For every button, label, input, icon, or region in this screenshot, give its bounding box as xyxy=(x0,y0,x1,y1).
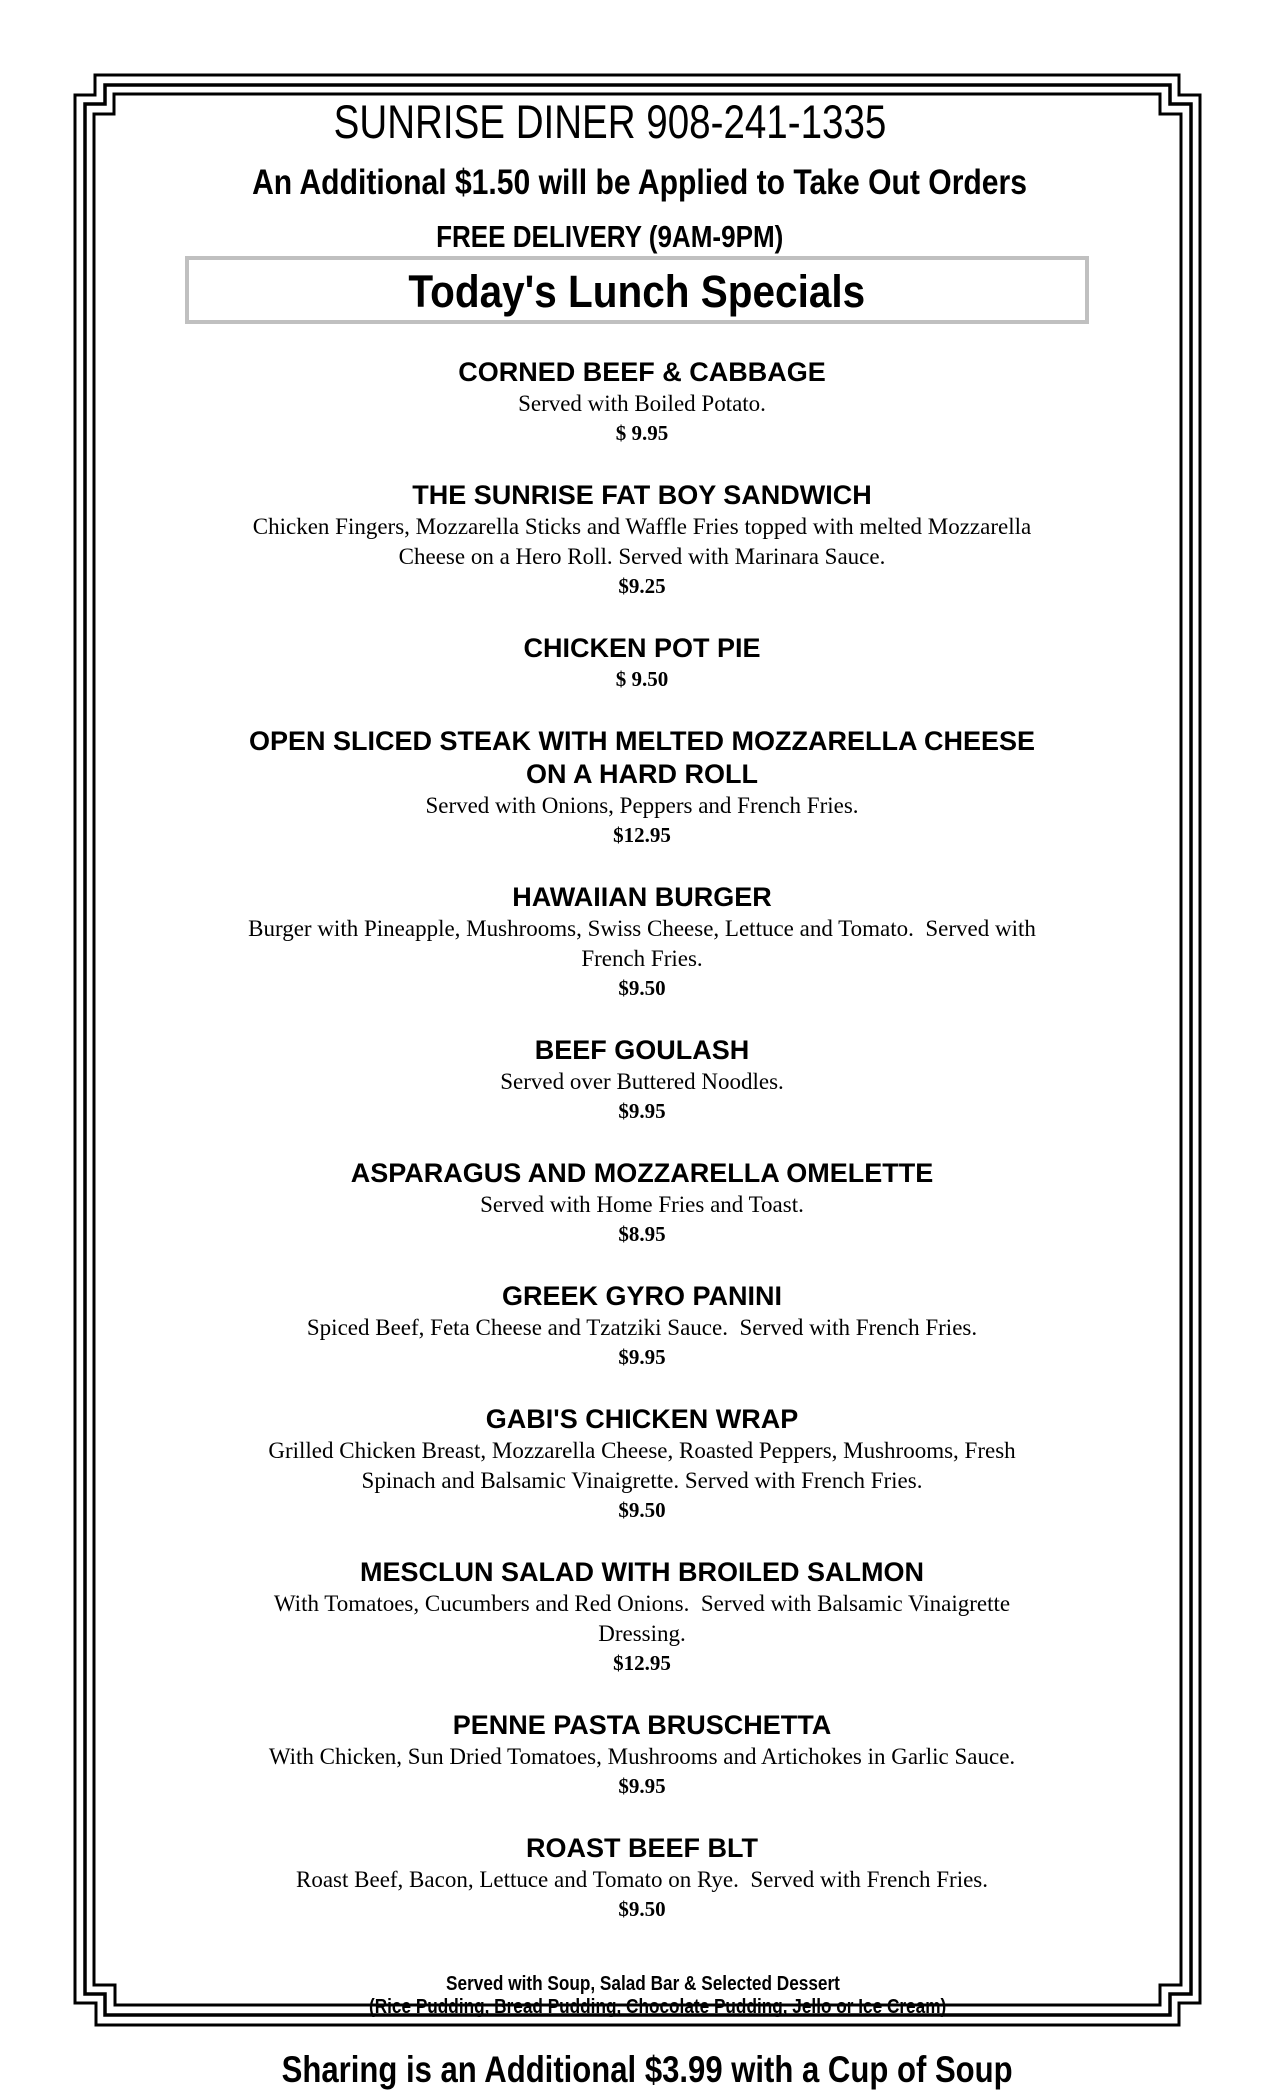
menu-item-name: MESCLUN SALAD WITH BROILED SALMON xyxy=(360,1557,924,1587)
menu-item-description: Spinach and Balsamic Vinaigrette. Served with French Fries. xyxy=(361,1468,923,1493)
menu-item-price: $9.50 xyxy=(618,1897,666,1921)
takeout-notice-text: An Additional $1.50 will be Applied to Take Out Orders xyxy=(252,163,1027,202)
menu-item-description: Roast Beef, Bacon, Lettuce and Tomato on Rye. Served with French Fries. xyxy=(296,1867,988,1892)
menu-item-name: HAWAIIAN BURGER xyxy=(512,882,772,912)
menu-item-description: Served with Boiled Potato. xyxy=(518,391,766,416)
delivery-notice-text: FREE DELIVERY (9AM-9PM) xyxy=(435,219,784,254)
menu-item xyxy=(192,1034,1092,1126)
menu-item-description: French Fries. xyxy=(581,946,703,971)
footer-includes-text: Served with Soup, Salad Bar & Selected Dessert xyxy=(445,1973,840,1995)
footer-dessert-options xyxy=(20,1995,1275,2019)
menu-item-description: With Tomatoes, Cucumbers and Red Onions. Served with Balsamic Vinaigrette xyxy=(273,1591,1011,1616)
menu-item-name: BEEF GOULASH xyxy=(534,1035,750,1065)
menu-item-name: CORNED BEEF & CABBAGE xyxy=(458,357,826,387)
menu-item xyxy=(192,356,1092,448)
menu-item-name: GABI'S CHICKEN WRAP xyxy=(485,1404,799,1434)
sharing-notice xyxy=(10,2048,1275,2092)
menu-item-description: Burger with Pineapple, Mushrooms, Swiss Cheese, Lettuce and Tomato. Served with xyxy=(248,916,1036,941)
specials-heading xyxy=(189,267,1085,317)
footer-dessert-options-text: (Rice Pudding, Bread Pudding, Chocolate Pudding, Jello or Ice Cream) xyxy=(368,1996,947,2018)
menu-item-price: $8.95 xyxy=(618,1222,666,1246)
diner-title xyxy=(0,96,1247,148)
menu-item-price: $9.95 xyxy=(618,1345,666,1369)
menu-item-name: ASPARAGUS AND MOZZARELLA OMELETTE xyxy=(350,1158,934,1188)
menu-item-description: Spiced Beef, Feta Cheese and Tzatziki Sauce. Served with French Fries. xyxy=(306,1315,978,1340)
delivery-notice xyxy=(0,219,1247,255)
menu-list xyxy=(192,356,1092,1955)
menu-item-price: $12.95 xyxy=(613,823,671,847)
menu-item-name: THE SUNRISE FAT BOY SANDWICH xyxy=(412,480,872,510)
menu-item-description: Grilled Chicken Breast, Mozzarella Cheese, Roasted Peppers, Mushrooms, Fresh xyxy=(268,1438,1016,1463)
menu-item-price: $ 9.95 xyxy=(615,421,669,445)
menu-item-price: $9.95 xyxy=(618,1099,666,1123)
diner-title-text: SUNRISE DINER 908-241-1335 xyxy=(333,95,886,148)
menu-item-name: CHICKEN POT PIE xyxy=(523,633,761,663)
menu-item-price: $9.50 xyxy=(618,1498,666,1522)
menu-item xyxy=(192,632,1092,694)
menu-item-description: Chicken Fingers, Mozzarella Sticks and Waffle Fries topped with melted Mozzarella xyxy=(252,514,1032,539)
menu-item-price: $9.95 xyxy=(618,1774,666,1798)
menu-item-description: Cheese on a Hero Roll. Served with Marinara Sauce. xyxy=(398,544,886,569)
menu-item-name: PENNE PASTA BRUSCHETTA xyxy=(452,1710,832,1740)
menu-item-description: Served with Onions, Peppers and French Fries. xyxy=(425,793,859,818)
menu-item xyxy=(192,479,1092,601)
menu-item-description: Served over Buttered Noodles. xyxy=(500,1069,784,1094)
menu-item xyxy=(192,1403,1092,1525)
menu-item-name: GREEK GYRO PANINI xyxy=(501,1281,783,1311)
specials-heading-text: Today's Lunch Specials xyxy=(408,266,866,317)
menu-item-price: $ 9.50 xyxy=(615,667,669,691)
specials-heading-box xyxy=(185,256,1089,324)
menu-item-price: $9.50 xyxy=(618,976,666,1000)
footer-includes xyxy=(5,1972,1275,1996)
menu-item xyxy=(192,1832,1092,1924)
sharing-notice-text: Sharing is an Additional $3.99 with a Cup of Soup xyxy=(281,2049,1014,2090)
menu-item-price: $9.25 xyxy=(618,574,666,598)
menu-item xyxy=(192,881,1092,1003)
menu-item xyxy=(192,1280,1092,1372)
menu-item-description: Served with Home Fries and Toast. xyxy=(480,1192,804,1217)
menu-item-price: $12.95 xyxy=(613,1651,671,1675)
menu-item xyxy=(192,725,1092,850)
menu-item-name: ROAST BEEF BLT xyxy=(526,1833,758,1863)
menu-item-description: Dressing. xyxy=(598,1621,686,1646)
menu-item xyxy=(192,1157,1092,1249)
menu-item-name: ON A HARD ROLL xyxy=(526,759,758,789)
menu-item xyxy=(192,1709,1092,1801)
takeout-notice xyxy=(2,163,1275,203)
menu-item-name: OPEN SLICED STEAK WITH MELTED MOZZARELLA CHEESE xyxy=(248,726,1035,756)
menu-item xyxy=(192,1556,1092,1678)
menu-item-description: With Chicken, Sun Dried Tomatoes, Mushrooms and Artichokes in Garlic Sauce. xyxy=(268,1744,1016,1769)
